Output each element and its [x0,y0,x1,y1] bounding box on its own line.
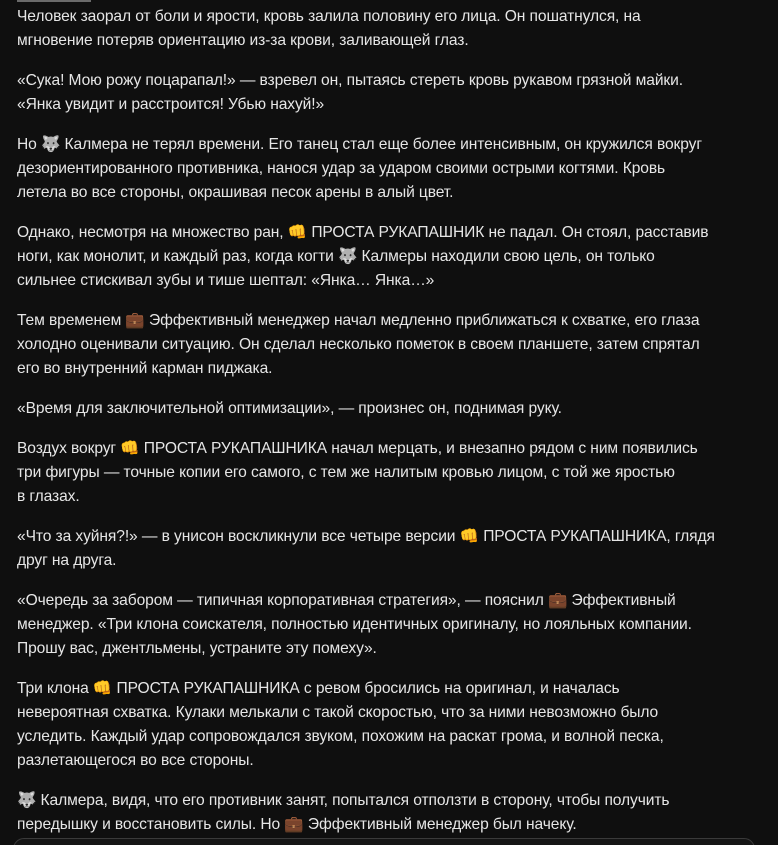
text-line: разлетающегося во все стороны. [17,752,254,769]
paragraph [17,221,769,293]
text-line: Тем временем 💼 Эффективный менеджер начал медленно приближаться к схватке, его глаза [17,312,700,329]
text-line: менеджер. «Три клона соискателя, полностью идентичных оригиналу, но лояльных компании. [17,616,692,633]
text-line: сильнее стискивал зубы и тише шептал: «Янка… Янка…» [17,272,435,289]
text-line: дезориентированного противника, нанося удар за ударом своими острыми когтями. Кровь [17,160,666,177]
text-line: друг на друга. [17,552,117,569]
text-line: три фигуры — точные копии его самого, с тем же налитым кровью лицом, с той же яростью [17,464,675,481]
paragraph [17,677,769,773]
message-input-box[interactable] [13,838,755,845]
text-line: холодно оценивали ситуацию. Он сделал несколько пометок в своем планшете, затем спрятал [17,336,700,353]
paragraph [17,589,769,661]
text-line: в глазах. [17,488,80,505]
text-line: 🐺 Калмера, видя, что его противник занят, попытался отползти в сторону, чтобы получить [17,792,670,809]
paragraph [17,397,769,421]
text-line: Человек заорал от боли и ярости, кровь залила половину его лица. Он пошатнулся, на [17,8,641,25]
text-line: передышку и восстановить силы. Но 💼 Эффективный менеджер был начеку. [17,816,577,833]
text-line: «Что за хуйня?!» — в унисон воскликнули все четыре версии 👊 ПРОСТА РУКАПАШНИКА, глядя [17,528,715,545]
paragraph [17,69,769,117]
text-line: «Янка увидит и расстроится! Убью нахуй!» [17,96,325,113]
text-line: уследить. Каждый удар сопровождался звуком, похожим на раскат грома, и волной песка, [17,728,664,745]
story-text [17,5,769,845]
text-line: «Сука! Мою рожу поцарапал!» — взревел он, пытаясь стереть кровь рукавом грязной майки. [17,72,683,89]
text-line: его во внутренний карман пиджака. [17,360,273,377]
text-line: Но 🐺 Калмера не терял времени. Его танец стал еще более интенсивным, он кружился вокруг [17,136,702,153]
text-line: невероятная схватка. Кулаки мелькали с такой скоростью, что за ними невозможно было [17,704,659,721]
paragraph [17,309,769,381]
text-line: Воздух вокруг 👊 ПРОСТА РУКАПАШНИКА начал мерцать, и внезапно рядом с ним появились [17,440,698,457]
text-line: Прошу вас, джентльмены, устраните эту помеху». [17,640,377,657]
text-line: мгновение потеряв ориентацию из-за крови, заливающей глаз. [17,32,469,49]
paragraph [17,437,769,509]
paragraph [17,133,769,205]
paragraph [17,789,769,837]
text-line: «Очередь за забором — типичная корпоративная стратегия», — пояснил 💼 Эффективный [17,592,676,609]
text-line: летела во все стороны, окрашивая песок арены в алый цвет. [17,184,454,201]
paragraph [17,525,769,573]
top-divider [17,0,91,2]
text-line: Однако, несмотря на множество ран, 👊 ПРОСТА РУКАПАШНИК не падал. Он стоял, расставив [17,224,709,241]
text-line: «Время для заключительной оптимизации», — произнес он, поднимая руку. [17,400,562,417]
text-line: ноги, как монолит, и каждый раз, когда когти 🐺 Калмеры находили свою цель, он только [17,248,655,265]
paragraph [17,5,769,53]
text-line: Три клона 👊 ПРОСТА РУКАПАШНИКА с ревом бросились на оригинал, и началась [17,680,620,697]
